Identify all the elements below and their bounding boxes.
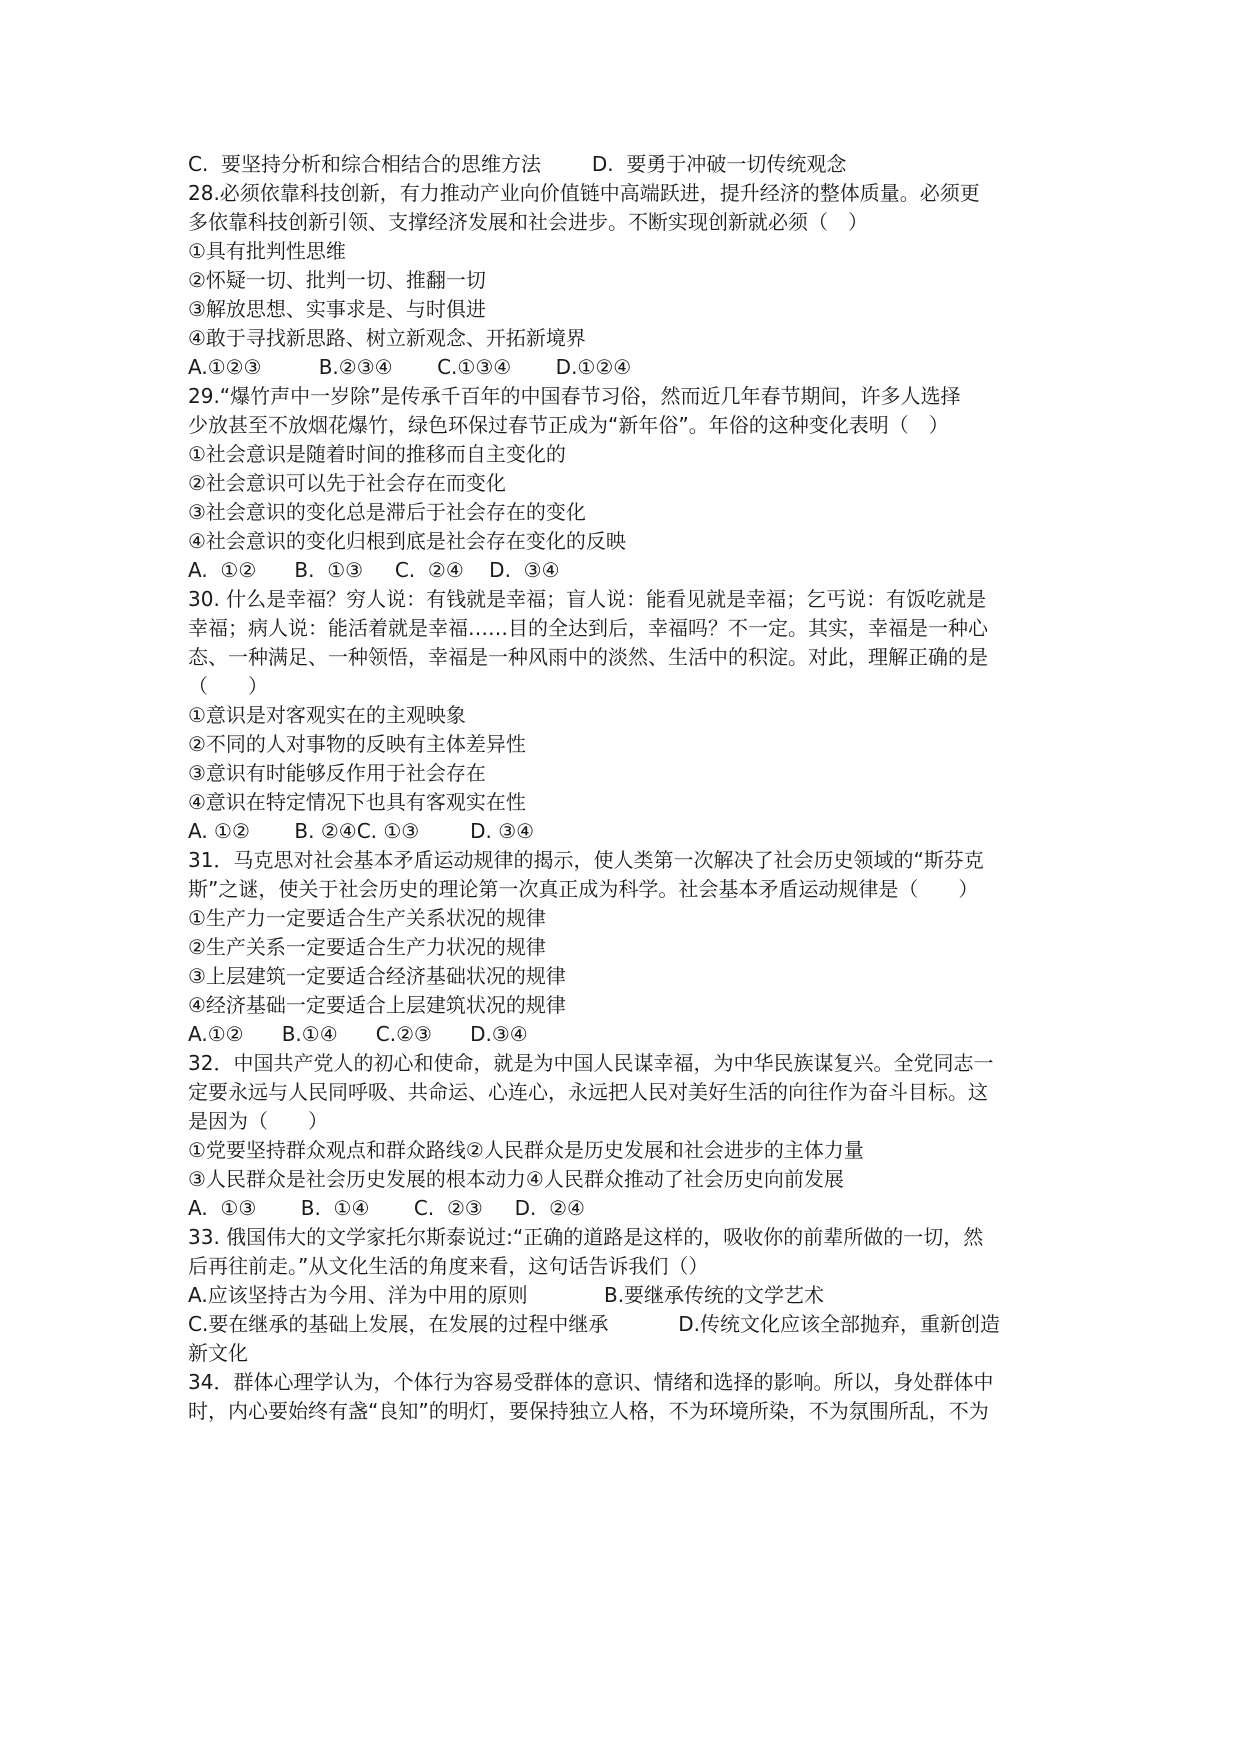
text-line: 时，内心要始终有盏“良知”的明灯，要保持独立人格，不为环境所染，不为氛围所乱，不为 [188,1399,989,1423]
text-line: 31．马克思对社会基本矛盾运动规律的揭示，使人类第一次解决了社会历史领域的“斯芬克 [188,848,984,872]
text-line: A.应该坚持古为今用、洋为中用的原则 B.要继承传统的文学艺术 [188,1283,825,1307]
text-line: ②社会意识可以先于社会存在而变化 [188,471,506,495]
text-line: 32．中国共产党人的初心和使命，就是为中国人民谋幸福，为中华民族谋复兴。全党同志一 [188,1051,994,1075]
text-line: C. 要坚持分析和综合相结合的思维方法 D. 要勇于冲破一切传统观念 [188,152,847,176]
text-line: ④敢于寻找新思路、树立新观念、开拓新境界 [188,326,586,350]
text-line: 新文化 [188,1341,248,1365]
text-line: 定要永远与人民同呼吸、共命运、心连心，永远把人民对美好生活的向往作为奋斗目标。这 [188,1080,988,1104]
text-line: 态、一种满足、一种领悟，幸福是一种风雨中的淡然、生活中的积淀。对此，理解正确的是 [188,645,988,669]
text-line: A.①② B.①④ C.②③ D.③④ [188,1022,528,1046]
text-line: A. ①③ B. ①④ C. ②③ D. ②④ [188,1196,585,1220]
text-line: 29.“爆竹声中一岁除”是传承千百年的中国春节习俗，然而近几年春节期间，许多人选择 [188,384,961,408]
text-line: ②不同的人对事物的反映有主体差异性 [188,732,526,756]
text-line: A. ①② B. ①③ C. ②④ D. ③④ [188,558,560,582]
text-line: ④社会意识的变化归根到底是社会存在变化的反映 [188,529,626,553]
text-line: （ ） [188,674,268,698]
text-line: 幸福；病人说：能活着就是幸福……目的全达到后，幸福吗？不一定。其实，幸福是一种心 [188,616,988,640]
text-line: ③社会意识的变化总是滞后于社会存在的变化 [188,500,586,524]
text-line: ③人民群众是社会历史发展的根本动力④人民群众推动了社会历史向前发展 [188,1167,844,1191]
text-line: 多依靠科技创新引领、支撑经济发展和社会进步。不断实现创新就必须（ ） [188,210,868,234]
text-line: 28.必须依靠科技创新，有力推动产业向价值链中高端跃进，提升经济的整体质量。必须更 [188,181,980,205]
text-line: ①社会意识是随着时间的推移而自主变化的 [188,442,566,466]
text-line: 少放甚至不放烟花爆竹，绿色环保过春节正成为“新年俗”。年俗的这种变化表明（ ） [188,413,949,437]
text-line: ③上层建筑一定要适合经济基础状况的规律 [188,964,566,988]
text-line: ②怀疑一切、批判一切、推翻一切 [188,268,486,292]
text-line: ③意识有时能够反作用于社会存在 [188,761,486,785]
text-line: ④经济基础一定要适合上层建筑状况的规律 [188,993,566,1017]
text-line: ①党要坚持群众观点和群众路线②人民群众是历史发展和社会进步的主体力量 [188,1138,864,1162]
text-line: 后再往前走。”从文化生活的角度来看，这句话告诉我们（） [188,1254,709,1278]
text-line: ②生产关系一定要适合生产力状况的规律 [188,935,546,959]
text-line: 33. 俄国伟大的文学家托尔斯泰说过:“正确的道路是这样的，吸收你的前辈所做的一切，然 [188,1225,984,1249]
text-line: C.要在继承的基础上发展，在发展的过程中继承 D.传统文化应该全部抛弃，重新创造 [188,1312,1001,1336]
text-line: ①具有批判性思维 [188,239,346,263]
text-line: 30. 什么是幸福？穷人说：有钱就是幸福；盲人说：能看见就是幸福；乞丐说：有饭吃就是 [188,587,987,611]
text-line: A.①②③ B.②③④ C.①③④ D.①②④ [188,355,632,379]
text-line: 是因为（ ） [188,1109,328,1133]
text-line: 34．群体心理学认为，个体行为容易受群体的意识、情绪和选择的影响。所以，身处群体中 [188,1370,994,1394]
text-line: 斯”之谜，使关于社会历史的理论第一次真正成为科学。社会基本矛盾运动规律是（ ） [188,877,979,901]
text-line: ③解放思想、实事求是、与时俱进 [188,297,486,321]
text-line: ①意识是对客观实在的主观映象 [188,703,466,727]
text-line: ④意识在特定情况下也具有客观实在性 [188,790,526,814]
text-line: A. ①② B. ②④C. ①③ D. ③④ [188,819,535,843]
text-line: ①生产力一定要适合生产关系状况的规律 [188,906,546,930]
